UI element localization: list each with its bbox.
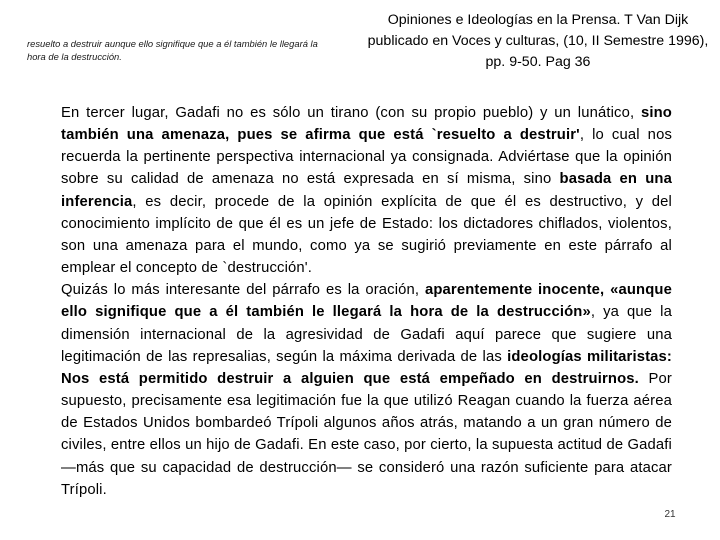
reference-line-3: pp. 9-50. Pag 36 bbox=[485, 54, 591, 70]
text-run: Quizás lo más interesante del párrafo es la oración, bbox=[61, 282, 420, 299]
text-run: , es decir, procede de la opinión explícita de que él es destructivo, y del conocimiento implícito de que él es un jefe de Estado: los dictadores chiflados, violentos, son una amenaza para el mundo, como ya se sugirió previamente en este párrafo al emplear el concepto de `destrucción'. bbox=[61, 193, 672, 277]
text-run: , lo cual nos recuerda la pertinente perspectiva internacional ya consignada. Adviértase que la opinión sobre su calidad de amenaza no está expresada en sí misma, sino bbox=[61, 127, 672, 188]
reference-line-1: Opiniones e Ideologías en la Prensa. T Van Dijk bbox=[387, 12, 689, 28]
main-text bbox=[61, 102, 672, 501]
reference-line-2: publicado en Voces y culturas, (10, II Semestre 1996), bbox=[367, 33, 709, 49]
footnote-quote: resuelto a destruir aunque ello signifique que a él también le llegará la hora de la destrucción. bbox=[27, 38, 318, 62]
emphasis-run: sino también una amenaza, pues se afirma que está `resuelto a destruir' bbox=[61, 105, 672, 144]
source-reference bbox=[362, 10, 714, 73]
emphasis-run: ideologías militaristas: Nos está permitido destruir a alguien que está empeñado en destruirnos. bbox=[61, 348, 673, 387]
page-number: 21 bbox=[664, 509, 676, 520]
paragraph-2 bbox=[61, 279, 672, 501]
paragraph-1 bbox=[61, 102, 672, 279]
emphasis-run: basada en una inferencia bbox=[61, 171, 673, 210]
text-run: En tercer lugar, Gadafi no es sólo un tirano (con su propio pueblo) y un lunático, bbox=[61, 105, 635, 121]
emphasis-run: aparentemente inocente, «aunque ello signifique que a él también le llegará la hora de la destrucción» bbox=[61, 282, 672, 321]
text-run: , ya que la dimensión internacional de la agresividad de Gadafi aquí parece que sugiere una legitimación de las represalias, según la máxima derivada de las bbox=[61, 304, 672, 365]
text-run: Por supuesto, precisamente esa legitimación fue la que utilizó Reagan cuando la fuerza aérea de Estados Unidos bombardeó Trípoli algunos años atrás, matando a un gran número de civiles, entre ellos un hijo de Gadafi. En este caso, por cierto, la supuesta actitud de Gadafi —más que su capacidad de destrucción— se consideró una razón suficiente para atacar Trípoli. bbox=[61, 370, 672, 498]
